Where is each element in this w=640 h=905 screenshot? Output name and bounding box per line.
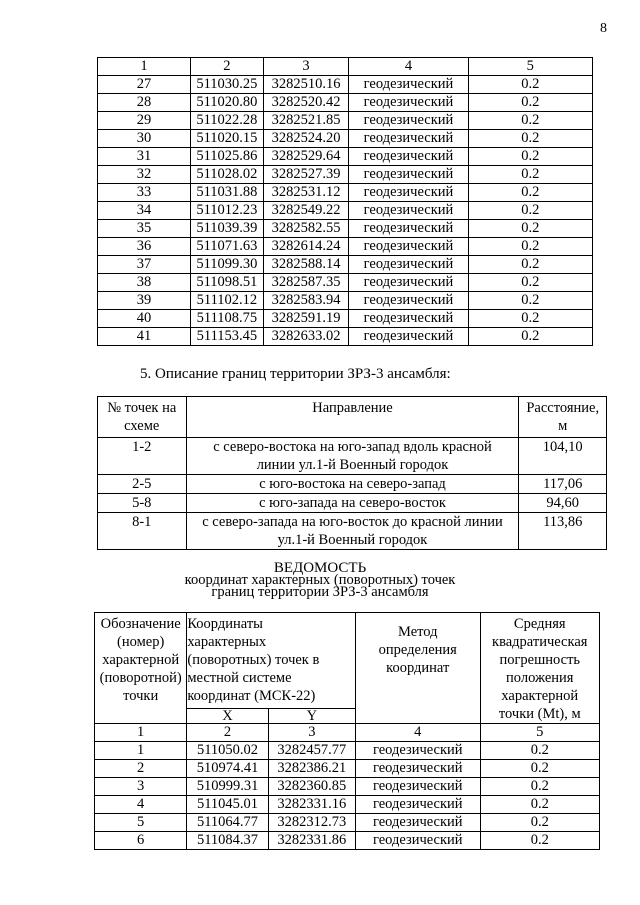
header-cell: 3 [263,58,349,76]
table-row [98,94,593,112]
header-line: характерной [102,652,180,668]
table-cell: 34 [98,202,191,220]
table-cell: 3282520.42 [263,94,349,112]
table-cell: 3282588.14 [263,256,349,274]
points-cell: 2-5 [98,475,187,494]
coordinates-header [187,613,356,709]
header-cell: 2 [191,58,264,76]
table-cell: 3282524.20 [263,130,349,148]
table-cell: 0.2 [468,130,592,148]
column-number-cell: 4 [356,724,480,742]
distance-cell: 113,86 [519,513,607,550]
table-cell: 0.2 [468,328,592,346]
table-cell: геодезический [349,310,468,328]
table-cell: геодезический [349,274,468,292]
table-cell: 511153.45 [191,328,264,346]
table-row [98,328,593,346]
header-line: точки (Mt), м [498,706,581,722]
table-cell: геодезический [356,742,480,760]
header-line: характерной [501,688,579,704]
table-cell: 511064.77 [187,814,268,832]
section-heading: 5. Описание границ территории ЗРЗ-3 ансамбля: [140,366,451,382]
table-cell: 3282633.02 [263,328,349,346]
table-cell: 4 [95,796,187,814]
header-cell: 1 [98,58,191,76]
table-row [95,814,600,832]
table-cell: 3282331.86 [268,832,355,850]
table-cell: геодезический [349,256,468,274]
table-cell: 27 [98,76,191,94]
header-line: координат (МСК-22) [187,688,316,704]
header-line: точки [123,688,159,704]
table-cell: геодезический [349,94,468,112]
table-cell: 510974.41 [187,760,268,778]
table-cell: 3282521.85 [263,112,349,130]
table-cell: 3282331.16 [268,796,355,814]
table-header-row [98,58,593,76]
boundary-description-table [97,396,607,550]
table-row [95,796,600,814]
boundary-table-body [98,397,607,550]
header-line: характерных [187,634,267,650]
points-cell: 1-2 [98,438,187,475]
points-cell: 5-8 [98,494,187,513]
table-row [98,112,593,130]
y-header: Y [268,708,355,723]
table-row [95,760,600,778]
page-number: 8 [600,21,607,36]
table-cell: геодезический [356,760,480,778]
column-number-cell: 1 [95,724,187,742]
distance-cell: 104,10 [519,438,607,475]
table-cell: 3282529.64 [263,148,349,166]
table-cell: 0.2 [468,238,592,256]
table-cell: 0.2 [468,274,592,292]
table-cell: 511020.80 [191,94,264,112]
table-cell: 5 [95,814,187,832]
table-cell: 38 [98,274,191,292]
table-cell: 511039.39 [191,220,264,238]
table-cell: 0.2 [480,742,600,760]
column-number-cell: 3 [268,724,355,742]
header-line: Обозначение [100,616,181,632]
table-cell: 40 [98,310,191,328]
table-cell: геодезический [349,76,468,94]
table-cell: 511102.12 [191,292,264,310]
direction-cell [186,494,519,513]
point-designation-header [95,613,187,724]
header-line: положения [506,670,574,686]
table-row [95,778,600,796]
table-row [95,742,600,760]
table-cell: геодезический [349,166,468,184]
table-cell: 511084.37 [187,832,268,850]
table-cell: 511020.15 [191,130,264,148]
table-cell: 0.2 [468,202,592,220]
direction-line1: с юго-востока на северо-запад [259,476,446,492]
direction-cell [186,438,519,475]
table-row [98,292,593,310]
header-line: Средняя [513,616,566,632]
table-cell: 30 [98,130,191,148]
table-cell: 3282312.73 [268,814,355,832]
table-cell: геодезический [349,112,468,130]
table-cell: 6 [95,832,187,850]
table-cell: 31 [98,148,191,166]
direction-line2: линии ул.1-й Военный городок [256,457,449,473]
table-row [98,184,593,202]
table-cell: 511028.02 [191,166,264,184]
table-row [98,475,607,494]
table-cell: 0.2 [480,814,600,832]
table-cell: 0.2 [468,184,592,202]
table-row [98,220,593,238]
table-cell: 0.2 [468,310,592,328]
table-row [98,256,593,274]
table-cell: 3282591.19 [263,310,349,328]
header-line: координат [386,660,450,676]
coordinates-table-body [98,58,593,346]
header-cell: 5 [468,58,592,76]
table-cell: геодезический [349,328,468,346]
table-row [98,438,607,475]
table-cell: 0.2 [468,166,592,184]
distance-header-line2: м [558,418,568,434]
points-header [98,397,187,438]
header-line: определения [378,642,457,658]
coordinates-statement-table [94,612,600,850]
table-cell: 511099.30 [191,256,264,274]
direction-cell [186,475,519,494]
points-cell: 8-1 [98,513,187,550]
header-cell: 4 [349,58,468,76]
table-row [98,494,607,513]
table-cell: 3282527.39 [263,166,349,184]
method-header [356,613,480,724]
table-cell: 3282386.21 [268,760,355,778]
table-row [98,202,593,220]
table-cell: 3282360.85 [268,778,355,796]
table-cell: геодезический [356,796,480,814]
table-cell: 3282531.12 [263,184,349,202]
table-cell: геодезический [349,130,468,148]
header-line: Координаты [187,616,263,632]
points-header-line1: № точек на [107,400,177,416]
direction-line1: с северо-востока на юго-запад вдоль красной [213,439,492,455]
header-line: местной системе [187,670,292,686]
table-cell: геодезический [349,238,468,256]
table-cell: 511071.63 [191,238,264,256]
table-cell: 0.2 [480,796,600,814]
table-cell: 3282549.22 [263,202,349,220]
table-cell: 510999.31 [187,778,268,796]
table-cell: 511045.01 [187,796,268,814]
header-line: (поворотных) точек в [187,652,320,668]
table-cell: 3282614.24 [263,238,349,256]
distance-cell: 117,06 [519,475,607,494]
column-number-cell: 5 [480,724,600,742]
table-cell: геодезический [356,814,480,832]
table-cell: геодезический [349,184,468,202]
direction-line2: ул.1-й Военный городок [277,532,428,548]
column-numbering-row [95,724,600,742]
table-row [98,130,593,148]
table-cell: 511012.23 [191,202,264,220]
table-cell: 0.2 [480,778,600,796]
table-cell: 3282457.77 [268,742,355,760]
table-row [98,76,593,94]
table-cell: 2 [95,760,187,778]
table-cell: геодезический [349,292,468,310]
statement-subtitle-line1: координат характерных (поворотных) точек [184,572,456,588]
table-cell: 511108.75 [191,310,264,328]
table-cell: 1 [95,742,187,760]
table-cell: 36 [98,238,191,256]
statement-table-body [95,613,600,850]
table-cell: 3282587.35 [263,274,349,292]
table-row [98,310,593,328]
table-row [98,238,593,256]
table-cell: 511098.51 [191,274,264,292]
table-cell: 29 [98,112,191,130]
table-cell: 0.2 [468,148,592,166]
table-cell: 511031.88 [191,184,264,202]
table-cell: 0.2 [468,76,592,94]
table-cell: 35 [98,220,191,238]
distance-header [519,397,607,438]
table-cell: 0.2 [468,220,592,238]
table-cell: геодезический [356,778,480,796]
table-cell: 0.2 [480,760,600,778]
table-cell: 511030.25 [191,76,264,94]
distance-header-line1: Расстояние, [526,400,600,416]
direction-line1: с юго-запада на северо-восток [259,495,446,511]
table-cell: 3282582.55 [263,220,349,238]
table-cell: 3 [95,778,187,796]
table-cell: 511050.02 [187,742,268,760]
table-cell: геодезический [356,832,480,850]
header-line: квадратическая [492,634,588,650]
points-header-line2: схеме [124,418,160,434]
statement-title: ВЕДОМОСТЬ [273,560,367,576]
table-cell: 0.2 [468,112,592,130]
table-cell: 39 [98,292,191,310]
table-cell: 0.2 [468,94,592,112]
table-cell: 32 [98,166,191,184]
table-cell: 33 [98,184,191,202]
table-cell: 3282510.16 [263,76,349,94]
table-header-row [98,397,607,438]
x-header: X [187,708,268,723]
table-row [98,148,593,166]
header-line: Метод [398,624,438,640]
table-row [98,513,607,550]
table-cell: геодезический [349,220,468,238]
header-line: погрешность [499,652,581,668]
coordinates-table-continuation [97,57,593,346]
error-header [480,613,600,724]
table-row [95,832,600,850]
direction-line1: с северо-запада на юго-восток до красной линии [202,514,503,530]
header-line: (поворотной) [99,670,182,686]
table-row [98,166,593,184]
table-cell: 41 [98,328,191,346]
table-row [98,274,593,292]
table-cell: 3282583.94 [263,292,349,310]
table-header-row [95,613,600,709]
table-cell: 0.2 [468,292,592,310]
table-cell: 511025.86 [191,148,264,166]
table-cell: 0.2 [468,256,592,274]
statement-subtitle-line2: границ территории ЗРЗ-3 ансамбля [211,584,429,600]
distance-cell: 94,60 [519,494,607,513]
table-cell: 511022.28 [191,112,264,130]
direction-cell [186,513,519,550]
column-number-cell: 2 [187,724,268,742]
table-cell: 37 [98,256,191,274]
direction-header: Направление [186,397,519,438]
table-cell: 28 [98,94,191,112]
header-line: (номер) [117,634,165,650]
table-cell: геодезический [349,148,468,166]
table-cell: геодезический [349,202,468,220]
table-cell: 0.2 [480,832,600,850]
